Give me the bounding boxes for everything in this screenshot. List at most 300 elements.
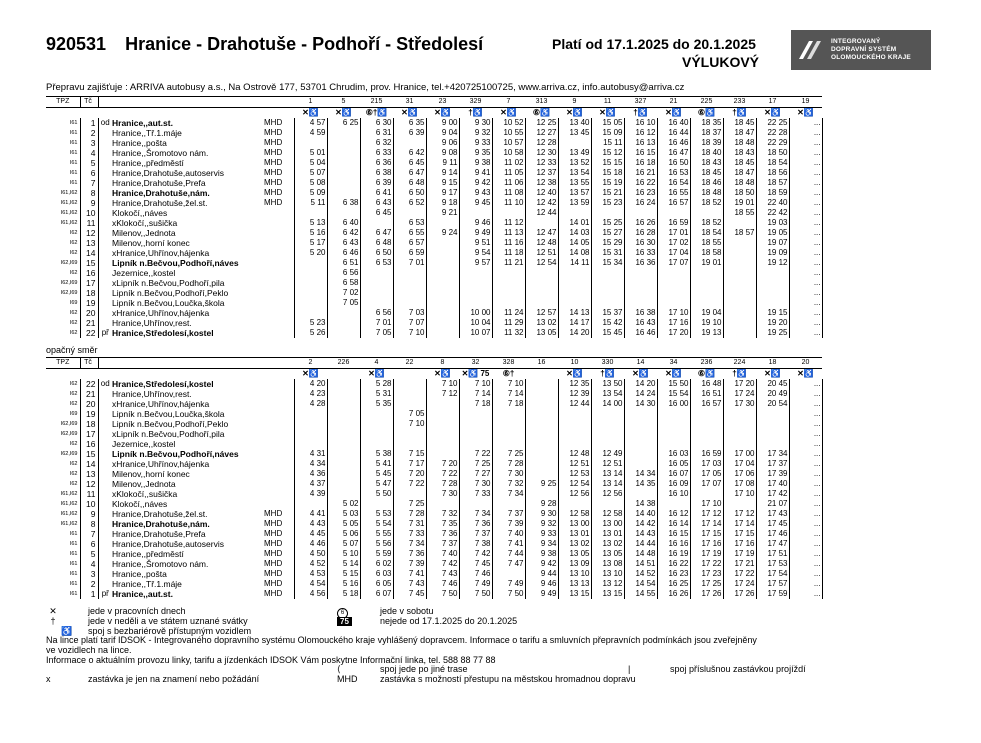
departure-time: 17 47: [756, 539, 789, 549]
direction-mark: [98, 188, 112, 198]
stop-row: [46, 459, 822, 469]
departure-time: 7 25: [492, 449, 525, 459]
departure-time: [756, 439, 789, 449]
departure-time: ...: [789, 469, 822, 479]
stop-row: [46, 248, 822, 258]
departure-time: [624, 298, 657, 308]
departure-time: 4 39: [294, 489, 327, 499]
tariff-zone: I62,I69: [60, 290, 78, 296]
stop-row: [46, 569, 822, 579]
departure-time: 14 03: [558, 228, 591, 238]
stop-name: Hranice,Uhřínov,rest.: [112, 318, 192, 328]
stop-name: xKlokočí,,sušička: [112, 218, 178, 228]
logo-line-2: DOPRAVNÍ SYSTÉM: [831, 46, 897, 53]
trip-number: 2: [294, 358, 327, 369]
departure-time: 7 15: [393, 449, 426, 459]
departure-time: [393, 288, 426, 298]
mhd-marker: [262, 399, 294, 409]
departure-time: [327, 178, 360, 188]
departure-time: 13 05: [558, 549, 591, 559]
departure-time: [492, 278, 525, 288]
departure-time: 14 43: [624, 529, 657, 539]
departure-time: 13 08: [591, 559, 624, 569]
direction-mark: př: [101, 589, 109, 598]
departure-time: 7 50: [492, 589, 525, 599]
departure-time: 13 02: [591, 539, 624, 549]
departure-time: ...: [789, 569, 822, 579]
departure-time: 18 45: [723, 118, 756, 128]
departure-time: [327, 208, 360, 218]
departure-time: 15 05: [591, 118, 624, 128]
departure-time: 11 06: [492, 178, 525, 188]
stop-number: 5: [80, 549, 98, 559]
departure-time: 17 59: [756, 589, 789, 599]
departure-time: 17 14: [690, 519, 723, 529]
stop-name: Milenov,,Jednota: [112, 228, 176, 238]
departure-time: [624, 278, 657, 288]
departure-time: 14 01: [558, 218, 591, 228]
departure-time: 11 13: [492, 228, 525, 238]
departure-time: 12 57: [525, 308, 558, 318]
departure-time: [327, 419, 360, 429]
departure-time: 6 46: [327, 248, 360, 258]
carrier-info: Přepravu zajišťuje : ARRIVA autobusy a.s., Na Ostrově 177, 53701 Chrudim, prov. Hranice, tel.+420725100725, www.arriva.cz, info.autobusy@arriva.cz: [46, 82, 685, 93]
departure-time: 13 09: [558, 559, 591, 569]
saturday-icon: 6: [337, 606, 348, 619]
blank-cell: [46, 369, 80, 380]
departure-time: [360, 419, 393, 429]
departure-time: [393, 208, 426, 218]
departure-time: 5 18: [327, 589, 360, 599]
mhd-marker: MHD: [262, 188, 294, 198]
stop-name: xLipník n.Bečvou,Podhoří,pila: [112, 278, 225, 288]
departure-time: 7 10: [393, 419, 426, 429]
departure-time: 7 22: [426, 469, 459, 479]
tariff-zone: I62: [69, 250, 78, 256]
departure-time: 17 39: [756, 469, 789, 479]
legend-pass-through: spoj příslušnou zastávkou projíždí: [670, 664, 806, 674]
departure-time: 13 10: [591, 569, 624, 579]
departure-time: [327, 188, 360, 198]
departure-time: 7 05: [393, 409, 426, 419]
stop-row: [46, 168, 822, 178]
departure-time: [393, 429, 426, 439]
stop-number: 13: [80, 238, 98, 248]
stop-name: Lipník n.Bečvou,Podhoří,Peklo: [112, 288, 229, 298]
departure-time: 17 12: [723, 509, 756, 519]
departure-time: 9 49: [525, 589, 558, 599]
departure-time: 17 45: [756, 519, 789, 529]
trip-number: 10: [558, 358, 591, 369]
departure-time: 13 40: [558, 118, 591, 128]
stop-row: [46, 509, 822, 519]
departure-time: 19 01: [690, 258, 723, 268]
stop-name: Lipník n.Bečvou,Podhoří,náves: [112, 449, 239, 459]
departure-time: 15 15: [591, 158, 624, 168]
stop-name: Hranice,Středolesí,kostel: [112, 379, 214, 389]
blank-cell: [80, 108, 98, 119]
stop-name: Hranice,,pošta: [112, 569, 167, 579]
departure-time: 6 03: [360, 569, 393, 579]
trip-symbol: ✕♿: [434, 369, 451, 378]
departure-time: 7 42: [426, 559, 459, 569]
departure-time: [723, 238, 756, 248]
stop-number: 15: [80, 449, 98, 459]
idsok-logo: [791, 30, 931, 70]
departure-time: 19 03: [756, 218, 789, 228]
legend-wheelchair: spoj s bezbariérově přístupným vozidlem: [88, 626, 252, 636]
trip-symbol: ✕♿ 75: [461, 369, 490, 378]
departure-time: 4 41: [294, 509, 327, 519]
stop-name: Milenov,,horní konec: [112, 469, 190, 479]
departure-time: 5 16: [327, 579, 360, 589]
stop-number: 10: [80, 499, 98, 509]
stop-name: Klokočí,,náves: [112, 499, 168, 509]
departure-time: 13 00: [591, 519, 624, 529]
stop-row: [46, 208, 822, 218]
departure-time: 12 56: [591, 489, 624, 499]
departure-time: 14 44: [624, 539, 657, 549]
stop-row: [46, 238, 822, 248]
departure-time: 7 05: [360, 328, 393, 338]
departure-time: [294, 308, 327, 318]
departure-time: 13 02: [558, 539, 591, 549]
departure-time: [525, 439, 558, 449]
departure-time: ...: [789, 168, 822, 178]
departure-time: 9 15: [426, 178, 459, 188]
departure-time: 18 35: [690, 118, 723, 128]
mhd-marker: MHD: [262, 138, 294, 148]
direction-mark: [98, 519, 112, 529]
mhd-marker: [262, 318, 294, 328]
stop-row: [46, 469, 822, 479]
departure-time: [591, 439, 624, 449]
tariff-zone: I61,I62: [60, 200, 78, 206]
departure-time: [723, 268, 756, 278]
departure-time: [525, 278, 558, 288]
mhd-marker: MHD: [262, 198, 294, 208]
departure-time: [393, 138, 426, 148]
departure-time: 6 25: [327, 118, 360, 128]
dir-header: [98, 97, 112, 108]
departure-time: 17 19: [690, 549, 723, 559]
departure-time: 7 36: [426, 529, 459, 539]
departure-time: 19 13: [690, 328, 723, 338]
departure-time: [723, 499, 756, 509]
stop-number: 12: [80, 479, 98, 489]
departure-time: [360, 409, 393, 419]
departure-time: 13 15: [558, 589, 591, 599]
departure-time: 11 21: [492, 258, 525, 268]
departure-time: 9 35: [459, 148, 492, 158]
direction-mark: [98, 469, 112, 479]
departure-time: 7 07: [393, 318, 426, 328]
departure-time: 16 10: [657, 489, 690, 499]
departure-time: 5 06: [327, 529, 360, 539]
departure-time: 16 26: [624, 218, 657, 228]
departure-time: [393, 489, 426, 499]
departure-time: 17 00: [723, 449, 756, 459]
stop-row: [46, 268, 822, 278]
tariff-zone: I62: [69, 461, 78, 467]
departure-time: 13 05: [591, 549, 624, 559]
departure-time: 18 45: [690, 168, 723, 178]
departure-time: [327, 138, 360, 148]
departure-time: 9 44: [525, 569, 558, 579]
stop-number: 19: [80, 298, 98, 308]
trip-symbol: ✕♿: [368, 369, 385, 378]
stop-name: Hranice,,pošta: [112, 138, 167, 148]
departure-time: 9 08: [426, 148, 459, 158]
departure-time: [525, 409, 558, 419]
closure-label: VÝLUKOVÝ: [682, 54, 760, 70]
departure-time: 6 56: [327, 268, 360, 278]
stop-number: 7: [80, 178, 98, 188]
departure-time: 9 30: [525, 509, 558, 519]
departure-time: 7 18: [492, 399, 525, 409]
trip-symbol: ✕♿: [500, 108, 517, 117]
mhd-marker: [262, 419, 294, 429]
stop-name: xLipník n.Bečvou,Podhoří,pila: [112, 429, 225, 439]
workdays-icon: ✕: [49, 606, 57, 616]
departure-time: ...: [789, 419, 822, 429]
departure-time: 18 59: [756, 188, 789, 198]
departure-time: 22 40: [756, 198, 789, 208]
trip-symbol: ✕♿: [665, 108, 682, 117]
departure-time: 7 43: [426, 569, 459, 579]
departure-time: 17 07: [690, 479, 723, 489]
departure-time: [756, 268, 789, 278]
departure-time: 6 40: [327, 218, 360, 228]
stop-row: [46, 549, 822, 559]
departure-time: [657, 268, 690, 278]
mhd-marker: MHD: [262, 158, 294, 168]
mhd-symbol: MHD: [337, 674, 358, 684]
departure-time: 7 33: [393, 529, 426, 539]
tariff-zone: I62: [69, 471, 78, 477]
trip-symbol: ⑥†: [502, 369, 515, 378]
departure-time: 5 17: [294, 238, 327, 248]
stop-row: [46, 539, 822, 549]
trip-number: 328: [492, 358, 525, 369]
departure-time: ...: [789, 519, 822, 529]
departure-time: 6 53: [393, 218, 426, 228]
departure-time: 17 10: [723, 489, 756, 499]
tariff-zone: I69: [69, 300, 78, 306]
direction-mark: [98, 449, 112, 459]
departure-time: [690, 208, 723, 218]
departure-time: 16 16: [657, 539, 690, 549]
departure-time: 17 10: [690, 499, 723, 509]
departure-time: 7 25: [393, 499, 426, 509]
mhd-marker: [262, 379, 294, 389]
mhd-marker: [262, 248, 294, 258]
departure-time: 6 38: [327, 198, 360, 208]
stop-name: Hranice,Drahotuše,autoservis: [112, 168, 224, 178]
departure-time: 16 38: [624, 308, 657, 318]
departure-time: 6 45: [393, 158, 426, 168]
departure-time: 9 42: [525, 559, 558, 569]
blank-cell: [98, 108, 112, 119]
departure-time: 7 05: [327, 298, 360, 308]
departure-time: [294, 208, 327, 218]
mhd-marker: MHD: [262, 178, 294, 188]
departure-time: 7 28: [393, 509, 426, 519]
departure-time: [459, 268, 492, 278]
departure-time: 13 57: [558, 188, 591, 198]
stop-row: [46, 138, 822, 148]
departure-time: 9 04: [426, 128, 459, 138]
departure-time: 7 35: [426, 519, 459, 529]
stop-row: [46, 288, 822, 298]
stop-row: [46, 308, 822, 318]
mhd-marker: MHD: [262, 148, 294, 158]
departure-time: [591, 268, 624, 278]
tariff-zone: I62: [69, 270, 78, 276]
departure-time: [525, 389, 558, 399]
direction-mark: [98, 559, 112, 569]
stop-number: 6: [80, 539, 98, 549]
departure-time: 6 47: [360, 228, 393, 238]
departure-time: 7 03: [393, 308, 426, 318]
departure-time: [723, 318, 756, 328]
departure-time: 11 32: [492, 328, 525, 338]
departure-time: 7 34: [459, 509, 492, 519]
departure-time: [327, 429, 360, 439]
stop-number: 17: [80, 429, 98, 439]
direction-mark: [98, 429, 112, 439]
departure-time: 6 42: [327, 228, 360, 238]
stop-number: 4: [80, 559, 98, 569]
departure-time: [690, 288, 723, 298]
departure-time: 16 59: [690, 449, 723, 459]
departure-time: 12 53: [558, 469, 591, 479]
stop-number: 9: [80, 198, 98, 208]
departure-time: 16 36: [624, 258, 657, 268]
stop-name: Lipník n.Bečvou,Loučka,škola: [112, 409, 225, 419]
legend-request-stop: zastávka je jen na znamení nebo požádání: [88, 674, 260, 684]
departure-time: [591, 288, 624, 298]
direction-mark: [98, 399, 112, 409]
departure-time: 9 34: [525, 539, 558, 549]
departure-time: [294, 298, 327, 308]
pass-through-icon: |: [628, 664, 631, 674]
departure-time: 7 20: [426, 459, 459, 469]
mhd-marker: [262, 429, 294, 439]
tariff-zone: I61: [69, 160, 78, 166]
departure-time: 15 50: [657, 379, 690, 389]
departure-time: 13 54: [558, 168, 591, 178]
stop-number: 14: [80, 248, 98, 258]
departure-time: 6 39: [393, 128, 426, 138]
tariff-zone: I62: [69, 330, 78, 336]
departure-time: 16 57: [690, 399, 723, 409]
departure-time: [657, 298, 690, 308]
departure-time: 9 17: [426, 188, 459, 198]
departure-time: ...: [789, 579, 822, 589]
departure-time: [327, 449, 360, 459]
mhd-marker: [262, 489, 294, 499]
departure-time: [492, 268, 525, 278]
departure-time: 16 46: [657, 138, 690, 148]
tariff-zone: I62: [69, 441, 78, 447]
departure-time: [525, 288, 558, 298]
stop-name: Hranice,,předměstí: [112, 549, 184, 559]
stop-name: Hranice,,aut.st.: [112, 589, 173, 599]
departure-time: 6 51: [327, 258, 360, 268]
stop-number: 2: [80, 579, 98, 589]
departure-time: 5 55: [360, 529, 393, 539]
departure-time: [624, 449, 657, 459]
direction-mark: [98, 439, 112, 449]
departure-time: 12 44: [525, 208, 558, 218]
trip-number: 31: [393, 97, 426, 108]
departure-time: 7 49: [492, 579, 525, 589]
departure-time: 6 31: [360, 128, 393, 138]
stop-row: [46, 228, 822, 238]
departure-time: [558, 499, 591, 509]
direction-mark: [98, 459, 112, 469]
tc-header: Tč: [80, 358, 98, 369]
departure-time: 15 34: [591, 258, 624, 268]
departure-time: 18 54: [690, 228, 723, 238]
departure-time: 16 25: [657, 579, 690, 589]
departure-time: [690, 298, 723, 308]
tariff-zone: I62: [69, 310, 78, 316]
departure-time: 5 31: [360, 389, 393, 399]
departure-time: 16 44: [657, 128, 690, 138]
departure-time: 14 20: [624, 379, 657, 389]
stop-row: [46, 188, 822, 198]
request-stop-symbol: x: [46, 674, 51, 684]
stop-number: 16: [80, 439, 98, 449]
departure-time: 18 57: [756, 178, 789, 188]
departure-time: 7 32: [492, 479, 525, 489]
departure-time: [624, 489, 657, 499]
departure-time: [624, 419, 657, 429]
departure-time: 4 52: [294, 559, 327, 569]
departure-time: 7 28: [492, 459, 525, 469]
departure-time: 16 30: [624, 238, 657, 248]
trip-symbol: ✕♿: [764, 108, 781, 117]
departure-time: 14 51: [624, 559, 657, 569]
blank-cell: [80, 369, 98, 380]
departure-time: ...: [789, 138, 822, 148]
departure-time: [360, 218, 393, 228]
departure-time: 17 20: [723, 379, 756, 389]
tariff-zone: I62,I69: [60, 431, 78, 437]
departure-time: 5 04: [294, 158, 327, 168]
direction-mark: [98, 238, 112, 248]
departure-time: [492, 569, 525, 579]
departure-time: 15 25: [591, 218, 624, 228]
stop-name: Klokočí,,náves: [112, 208, 168, 218]
departure-time: [624, 268, 657, 278]
departure-time: 7 42: [459, 549, 492, 559]
departure-time: 12 54: [558, 479, 591, 489]
departure-time: [426, 439, 459, 449]
direction-mark: [98, 509, 112, 519]
departure-time: ...: [789, 228, 822, 238]
departure-time: [690, 419, 723, 429]
departure-time: [591, 429, 624, 439]
legend-saturday: jede v sobotu: [380, 606, 434, 616]
departure-time: [294, 268, 327, 278]
stop-name: Hranice,,Tř.1.máje: [112, 579, 182, 589]
departure-time: [723, 258, 756, 268]
stop-name: Jezernice,,kostel: [112, 268, 176, 278]
departure-time: 7 17: [393, 459, 426, 469]
